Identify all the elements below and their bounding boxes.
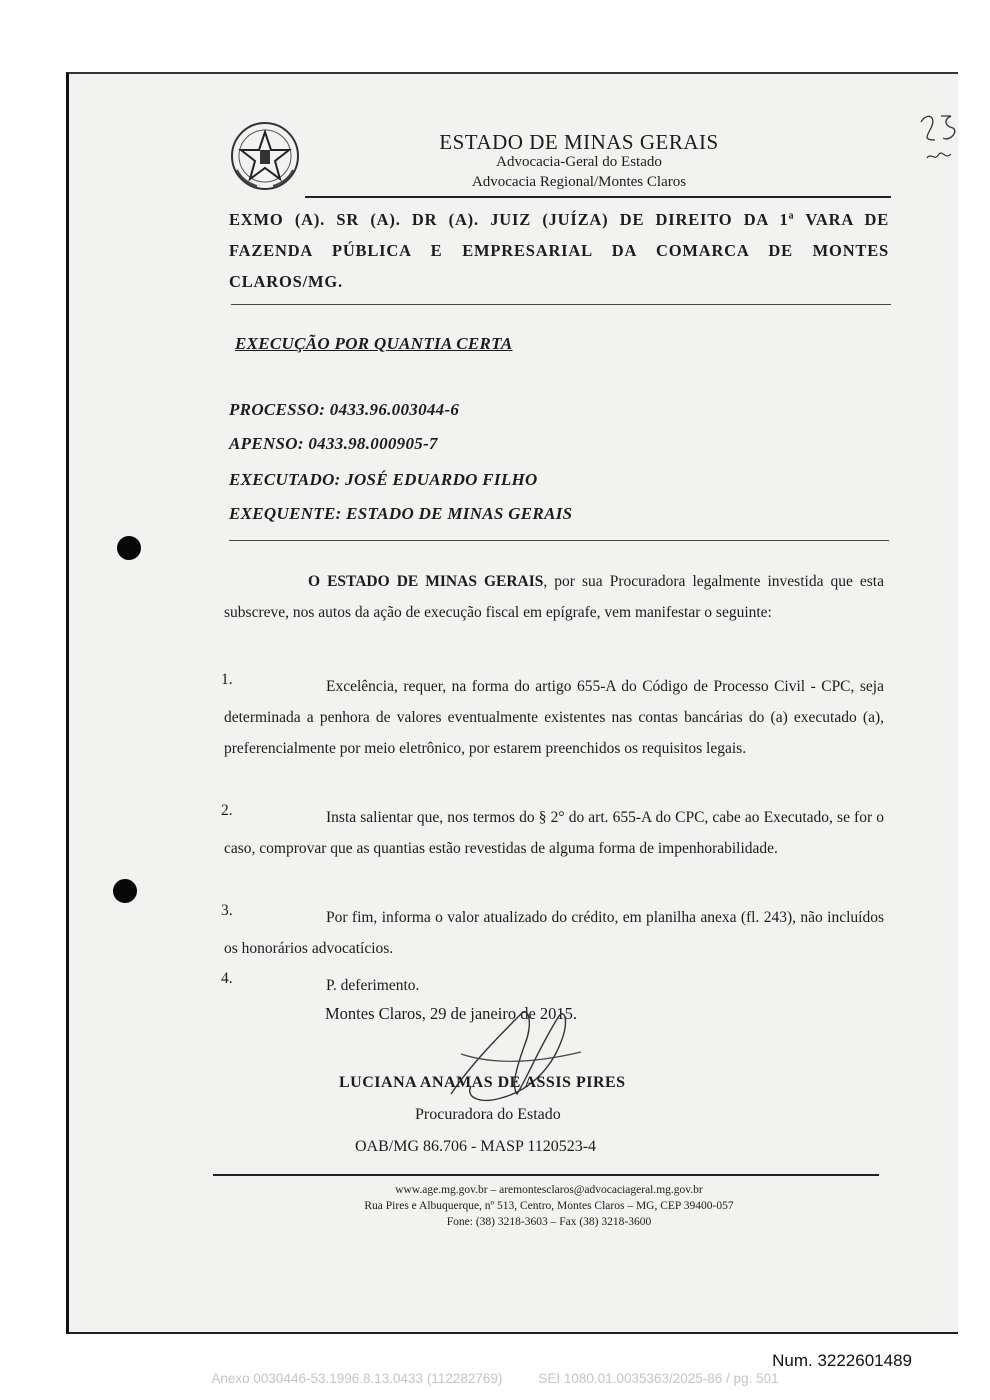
intro-paragraph: [224, 566, 884, 628]
intro-text: , por sua Procuradora legalmente investida que esta subscreve, nos autos da ação de execução fiscal em epígrafe, vem manifestar o seguinte:: [224, 573, 884, 621]
exequente-line: EXEQUENTE: ESTADO DE MINAS GERAIS: [229, 504, 573, 523]
item-text: Excelência, requer, na forma do artigo 655-A do Código de Processo Civil - CPC, seja determinada a penhora de valores eventualmente existentes nas contas bancárias do (a) executado (a), preferencialmente por meio eletrônico, por estarem preenchidos os requisitos legais.: [224, 678, 884, 757]
signer-name: LUCIANA ANAMAS DE ASSIS PIRES: [339, 1074, 626, 1091]
page-reference: [0, 1371, 990, 1386]
header-rule: [305, 196, 891, 198]
punch-hole: [113, 879, 137, 903]
document-number: Num. 3222601489: [772, 1351, 912, 1370]
footer-web: www.age.mg.gov.br – aremontesclaros@advocaciageral.mg.gov.br: [395, 1184, 703, 1196]
apenso-line: APENSO: 0433.98.000905-7: [229, 434, 438, 453]
intro-party: O ESTADO DE MINAS GERAIS: [308, 573, 544, 590]
item-text: Por fim, informa o valor atualizado do crédito, em planilha anexa (fl. 243), não incluídos os honorários advocatícios.: [224, 909, 884, 957]
item-number: 1.: [221, 671, 233, 688]
executado-line: EXECUTADO: JOSÉ EDUARDO FILHO: [229, 470, 538, 489]
document-title: EXECUÇÃO POR QUANTIA CERTA: [235, 334, 513, 353]
processo-line: PROCESSO: 0433.96.003044-6: [229, 400, 460, 419]
anexo-reference: Anexo 0030446-53.1996.8.13.0433 (112282769): [211, 1371, 503, 1386]
item-text: P. deferimento.: [326, 977, 420, 994]
signer-role: Procuradora do Estado: [415, 1106, 561, 1123]
item-number: 2.: [221, 802, 233, 819]
item-number: 3.: [221, 902, 233, 919]
footer-phone: Fone: (38) 3218-3603 – Fax (38) 3218-3600: [446, 1216, 652, 1228]
place-date: Montes Claros, 29 de janeiro de 2015.: [325, 1004, 578, 1023]
footer-address: Rua Pires e Albuquerque, nº 513, Centro, Montes Claros – MG, CEP 39400-057: [364, 1200, 734, 1212]
addressee-rule: [231, 304, 891, 305]
punch-hole: [117, 536, 141, 560]
scanned-page: [66, 72, 958, 1334]
signer-registration: OAB/MG 86.706 - MASP 1120523-4: [355, 1138, 597, 1155]
case-rule: [229, 540, 889, 541]
letterhead-office: Advocacia Regional/Montes Claros: [471, 174, 687, 190]
handwritten-page-number: [917, 110, 958, 170]
footer-rule: [213, 1174, 879, 1176]
item-text: Insta salientar que, nos termos do § 2° do art. 655-A do CPC, cabe ao Executado, se for o caso, comprovar que as quantias estão revestidas de alguma forma de impenhorabilidade.: [224, 809, 884, 857]
state-seal-icon: [229, 120, 301, 192]
sei-reference: SEI 1080.01.0035363/2025-86 / pg. 501: [538, 1371, 779, 1386]
item-number: 4.: [221, 970, 233, 987]
handwritten-signature: [441, 994, 591, 1114]
letterhead-state: ESTADO DE MINAS GERAIS: [439, 130, 719, 154]
addressee: EXMO (A). SR (A). DR (A). JUIZ (JUÍZA) DE DIREITO DA 1ª VARA DE FAZENDA PÚBLICA E EMPRESARIAL DA COMARCA DE MONTES CLAROS/MG.: [229, 210, 889, 291]
letterhead-agency: Advocacia-Geral do Estado: [496, 154, 662, 170]
